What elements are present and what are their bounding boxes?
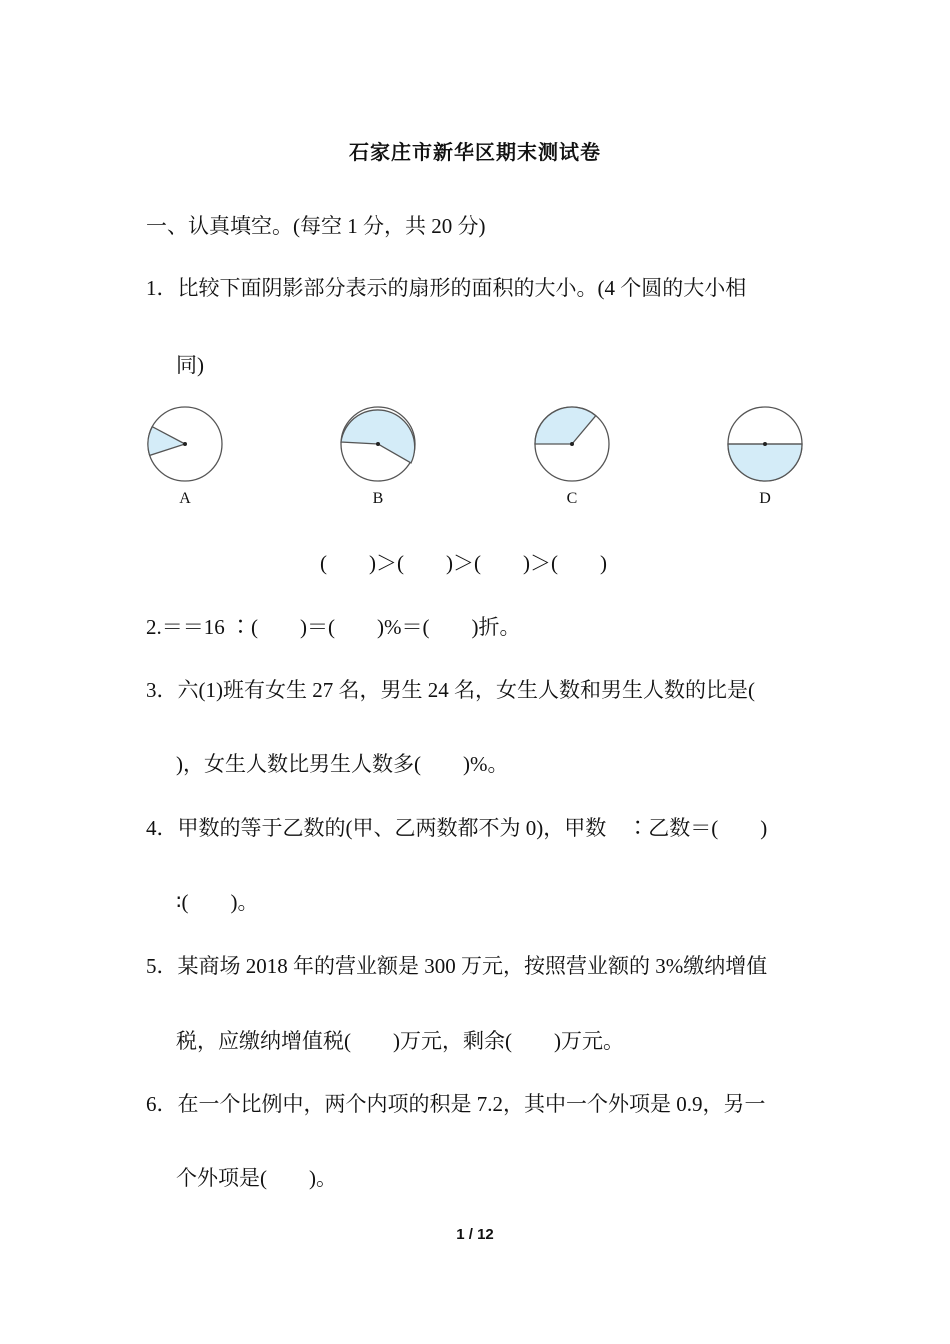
question-1-answer-line: ( )＞( )＞( )＞( ) xyxy=(320,551,607,575)
question-4-line-2: ∶( )。 xyxy=(176,890,259,914)
circle-figure-b xyxy=(339,404,419,484)
section-heading: 一、认真填空。(每空 1 分，共 20 分) xyxy=(146,214,486,238)
question-5-line-1: 5．某商场 2018 年的营业额是 300 万元，按照营业额的 3%缴纳增值 xyxy=(146,954,768,978)
question-6-line-2: 个外项是( )。 xyxy=(176,1166,337,1190)
question-6-line-1: 6．在一个比例中，两个内项的积是 7.2，其中一个外项是 0.9，另一 xyxy=(146,1092,766,1116)
circle-figure-d xyxy=(726,404,806,484)
circle-figure-a xyxy=(146,404,226,484)
figure-label-a: A xyxy=(179,490,191,507)
question-1-line-2: 同) xyxy=(176,353,204,377)
question-2: 2.＝＝16 ∶( )＝( )%＝( )折。 xyxy=(146,615,521,639)
page-number: 1 / 12 xyxy=(456,1226,494,1243)
figure-label-d: D xyxy=(759,490,771,507)
question-4-line-1: 4．甲数的等于乙数的(甲、乙两数都不为 0)，甲数 ∶乙数＝( ) xyxy=(146,816,768,840)
question-3-line-1: 3．六(1)班有女生 27 名，男生 24 名，女生人数和男生人数的比是( xyxy=(146,678,755,702)
figure-label-b: B xyxy=(372,490,384,507)
question-3-line-2: )，女生人数比男生人数多( )%。 xyxy=(176,752,509,776)
question-5-line-2: 税，应缴纳增值税( )万元，剩余( )万元。 xyxy=(176,1029,624,1053)
figure-label-c: C xyxy=(566,490,578,507)
circle-figure-c xyxy=(533,404,613,484)
question-1-line-1: 1．比较下面阴影部分表示的扇形的面积的大小。(4 个圆的大小相 xyxy=(146,276,747,300)
page-title: 石家庄市新华区期末测试卷 xyxy=(349,142,601,164)
